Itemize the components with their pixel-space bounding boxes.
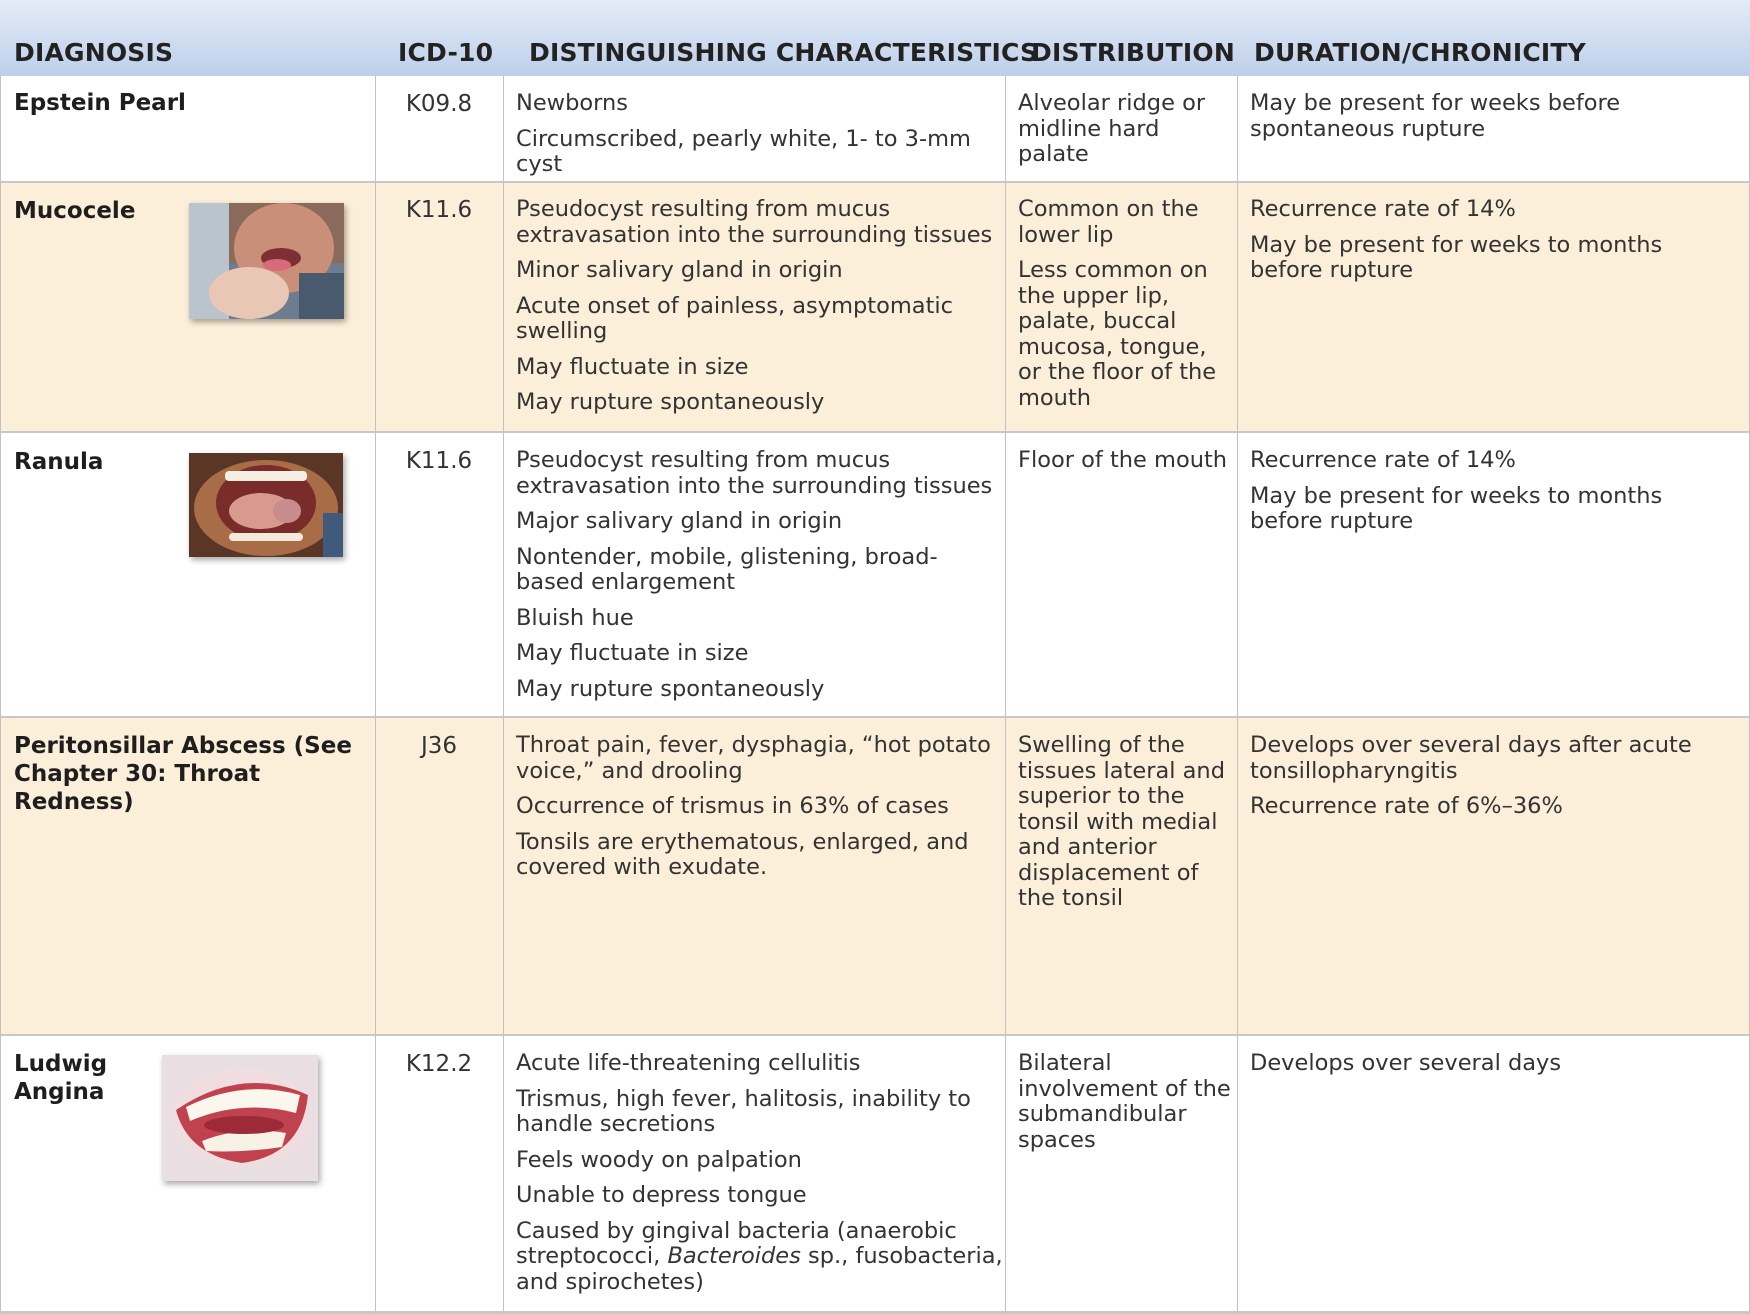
header-icd: ICD-10	[398, 38, 494, 67]
diagnosis-name: Ludwig Angina	[14, 1051, 108, 1105]
duration-item: Develops over several days	[1250, 1050, 1562, 1076]
distribution-item: Bilateral involvement of the submandibular spaces	[1018, 1050, 1231, 1153]
duration-item: Recurrence rate of 14%	[1250, 447, 1516, 473]
column-divider	[503, 76, 504, 1314]
characteristics-cell	[516, 91, 1004, 188]
characteristics-cell	[516, 1051, 1004, 1305]
characteristic-item: May rupture spontaneously	[516, 389, 825, 415]
characteristic-item: Major salivary gland in origin	[516, 508, 843, 534]
column-divider	[375, 76, 376, 1314]
duration-cell	[1250, 1051, 1730, 1087]
characteristics-cell	[516, 448, 1004, 712]
characteristics-cell	[516, 197, 1004, 426]
icd-code: K11.6	[405, 197, 473, 223]
characteristic-text: Caused by gingival bacteria (anaerobic streptococci,	[516, 1217, 957, 1269]
characteristic-item: Circumscribed, pearly white, 1- to 3-mm cyst	[516, 125, 971, 177]
characteristic-item: Pseudocyst resulting from mucus extravasation into the surrounding tissues	[516, 196, 993, 248]
ranula-photo	[189, 453, 343, 557]
distribution-cell	[1018, 91, 1236, 178]
table-header	[0, 0, 1750, 76]
characteristic-item: Throat pain, fever, dysphagia, “hot potato voice,” and drooling	[516, 732, 991, 784]
characteristic-item	[516, 1219, 1004, 1296]
characteristic-item: Trismus, high fever, halitosis, inability to handle secretions	[516, 1085, 971, 1137]
characteristic-item: Acute onset of painless, asymptomatic swelling	[516, 292, 954, 344]
column-divider	[1237, 76, 1238, 1314]
row-divider	[0, 1034, 1750, 1036]
column-divider	[0, 76, 1, 1314]
duration-item: Recurrence rate of 6%–36%	[1250, 793, 1563, 819]
distribution-cell	[1018, 197, 1236, 421]
characteristic-item: Bluish hue	[516, 604, 634, 631]
characteristic-italic-text: Bacteroides	[667, 1243, 801, 1269]
ludwig-angina-photo	[162, 1055, 318, 1181]
characteristic-item: May rupture spontaneously	[516, 675, 825, 702]
characteristic-item: May fluctuate in size	[516, 353, 749, 380]
diagnosis-name: Ranula	[14, 449, 104, 475]
diagnosis-name: Mucocele	[14, 198, 136, 224]
icd-code: J36	[420, 733, 458, 759]
icd-code: K12.2	[405, 1051, 473, 1077]
characteristic-item: Tonsils are erythematous, enlarged, and covered with exudate.	[516, 828, 969, 880]
characteristic-item: Acute life-threatening cellulitis	[516, 1050, 861, 1076]
distribution-cell	[1018, 733, 1236, 922]
characteristic-item: Pseudocyst resulting from mucus extravasation into the surrounding tissues	[516, 447, 993, 499]
duration-cell	[1250, 91, 1730, 152]
duration-cell	[1250, 733, 1730, 830]
characteristic-item: Minor salivary gland in origin	[516, 257, 843, 283]
characteristic-item: Feels woody on palpation	[516, 1146, 802, 1173]
icd-code: K11.6	[405, 448, 473, 474]
duration-cell	[1250, 197, 1730, 294]
distribution-cell	[1018, 1051, 1236, 1163]
distribution-item: Less common on the upper lip, palate, buccal mucosa, tongue, or the floor of the mouth	[1018, 257, 1217, 411]
characteristics-cell	[516, 733, 1004, 891]
duration-item: Develops over several days after acute tonsillopharyngitis	[1250, 732, 1692, 784]
header-characteristics: DISTINGUISHING CHARACTERISTICS	[529, 38, 1039, 67]
characteristic-item: Nontender, mobile, glistening, broad-based enlargement	[516, 543, 938, 595]
icd-code: K09.8	[405, 91, 473, 117]
characteristic-text: sp., fusobacteria, and spirochetes)	[516, 1243, 1003, 1295]
duration-cell	[1250, 448, 1730, 545]
distribution-item: Common on the lower lip	[1018, 196, 1199, 248]
column-divider	[1005, 76, 1006, 1314]
header-diagnosis: DIAGNOSIS	[14, 38, 174, 67]
header-duration: DURATION/CHRONICITY	[1254, 38, 1586, 67]
distribution-cell	[1018, 448, 1236, 484]
diagnosis-name: Peritonsillar Abscess (See Chapter 30: Throat Redness)	[14, 733, 352, 815]
characteristic-item: Occurrence of trismus in 63% of cases	[516, 793, 949, 819]
diagnosis-name: Epstein Pearl	[14, 90, 186, 116]
distribution-item: Swelling of the tissues lateral and superior to the tonsil with medial and anterior displacement of the tonsil	[1018, 732, 1225, 911]
duration-item: May be present for weeks before spontaneous rupture	[1250, 90, 1621, 142]
header-distribution: DISTRIBUTION	[1031, 38, 1235, 67]
characteristic-item: Newborns	[516, 90, 628, 116]
row-divider	[0, 716, 1750, 718]
characteristic-item: May fluctuate in size	[516, 640, 749, 666]
distribution-item: Alveolar ridge or midline hard palate	[1018, 90, 1206, 167]
characteristic-item: Unable to depress tongue	[516, 1182, 807, 1208]
duration-item: May be present for weeks to months before rupture	[1250, 231, 1663, 283]
duration-item: Recurrence rate of 14%	[1250, 196, 1516, 222]
duration-item: May be present for weeks to months before rupture	[1250, 482, 1663, 534]
mucocele-photo	[189, 203, 344, 319]
row-divider	[0, 431, 1750, 433]
distribution-item: Floor of the mouth	[1018, 447, 1228, 473]
